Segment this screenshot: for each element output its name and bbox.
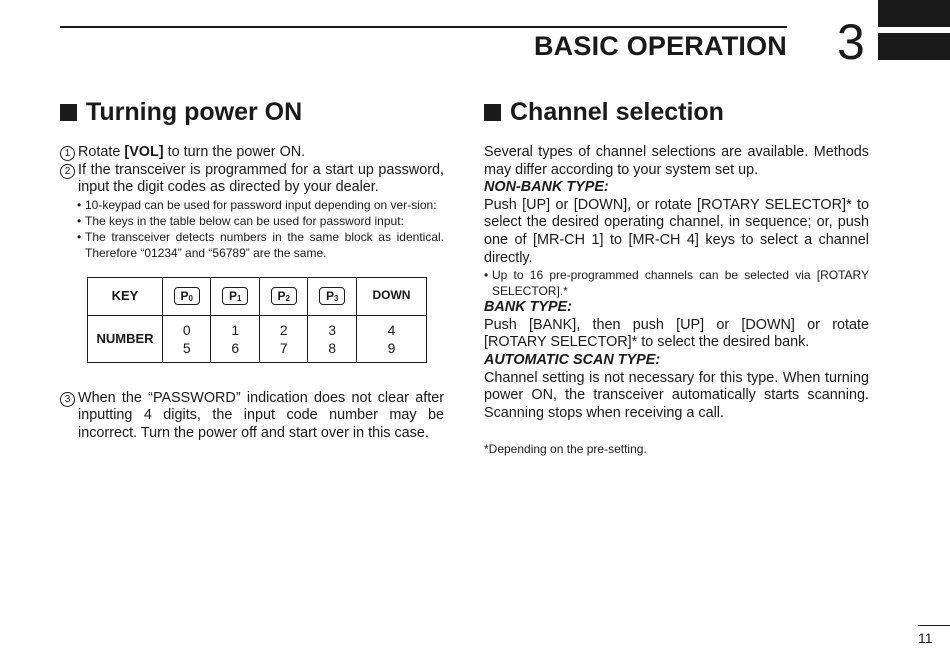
page-number: 11 [918,630,933,646]
number-bottom: 9 [387,339,396,356]
p3-key-icon [319,287,345,305]
channel-selection-column [484,144,869,457]
number-top: 4 [387,321,396,338]
step-3 [60,390,444,443]
number-bottom: 6 [231,339,240,356]
section-title-text: Turning power ON [86,98,303,126]
number-top: 3 [328,321,337,338]
number-cell [356,315,426,362]
bullet-item [77,213,444,229]
header-rule [60,26,787,28]
section-title-channel-selection [484,98,724,127]
chapter-number: 3 [837,14,865,70]
step-number: 1 [60,146,75,161]
key-subscript: 0 [188,294,193,304]
number-bottom: 7 [279,339,288,356]
table-row [88,277,427,315]
number-header: NUMBER [88,315,163,362]
bullet-dot-icon: • [77,197,82,212]
key-letter: P [325,289,334,304]
footer-rule [918,625,950,626]
down-key-cell: DOWN [356,277,426,315]
bullet-text: Up to 16 pre-programmed channels can be selected via [ROTARY SELECTOR].* [492,268,869,299]
step-text-pre: Rotate [78,144,125,160]
chapter-tab-bar-bottom [878,33,950,60]
step-number: 3 [60,392,75,407]
bullet-text: The keys in the table below can be used for password input: [85,213,404,228]
step-text: When the “PASSWORD” indication does not clear after inputting 4 digits, the input code number may be incorrect. Turn the power off and start over in this case. [78,389,444,441]
number-cell [259,315,307,362]
key-cell [259,277,307,315]
step-text: If the transceiver is programmed for a start up password, input the digit codes as directed by your dealer. [78,161,444,196]
key-cell [308,277,356,315]
step-text [78,144,444,162]
bank-paragraph: Push [BANK], then push [UP] or [DOWN] or rotate [ROTARY SELECTOR]* to select the desired bank. [484,316,869,351]
key-subscript: 1 [237,294,242,304]
non-bank-heading: NON-BANK TYPE: [484,179,609,196]
password-key-table [87,277,427,363]
bank-heading: BANK TYPE: [484,299,572,316]
auto-scan-heading: AUTOMATIC SCAN TYPE: [484,351,661,368]
number-cell [163,315,211,362]
black-square-icon [484,104,501,121]
bullet-dot-icon: • [77,229,82,244]
key-subscript: 2 [285,294,290,304]
number-cell [211,315,259,362]
non-bank-paragraph: Push [UP] or [DOWN], or rotate [ROTARY SELECTOR]* to select the desired operating channel, in sequence; or, push one of [MR-CH 1] to [MR-CH 4] keys to select a channel directly. [484,196,869,266]
step-number: 2 [60,164,75,179]
vol-key-label: [VOL] [124,144,164,160]
p1-key-icon [222,287,248,305]
bullet-text: The transceiver detects numbers in the same block as identical. Therefore “01234” and “56789” are the same. [85,229,444,260]
key-subscript: 3 [333,294,339,304]
step-2 [60,162,444,197]
p0-key-icon [174,287,200,305]
number-top: 1 [231,321,240,338]
number-bottom: 5 [182,339,191,356]
auto-scan-paragraph: Channel setting is not necessary for this type. When turning power ON, the transceiver automatically starts scanning. Scanning stops when receiving a call. [484,369,869,421]
p2-key-icon [271,287,297,305]
bullet-dot-icon: • [77,213,82,228]
footnote: *Depending on the pre-setting. [484,442,647,457]
key-header: KEY [88,277,163,315]
number-top: 0 [182,321,191,338]
number-cell [308,315,356,362]
bullet-item [77,197,444,213]
black-square-icon [60,104,77,121]
table-row [88,315,427,362]
bullet-item [484,267,869,299]
intro-paragraph: Several types of channel selections are available. Methods may differ according to your system set up. [484,144,869,178]
step-1 [60,144,444,162]
bullet-dot-icon: • [484,268,489,283]
number-top: 2 [279,321,288,338]
bullet-text: 10-keypad can be used for password input depending on ver-sion: [85,197,437,212]
key-letter: P [180,289,189,304]
key-letter: P [277,289,286,304]
number-bottom: 8 [328,339,337,356]
key-letter: P [228,289,237,304]
key-cell [211,277,259,315]
key-cell [163,277,211,315]
power-on-column [60,144,444,443]
section-title-power-on [60,98,302,127]
section-title-text: Channel selection [510,98,724,126]
chapter-title: BASIC OPERATION [533,31,787,61]
step-text-post: to turn the power ON. [163,144,306,160]
bullet-item [77,229,444,261]
chapter-tab-bar-top [878,0,950,27]
